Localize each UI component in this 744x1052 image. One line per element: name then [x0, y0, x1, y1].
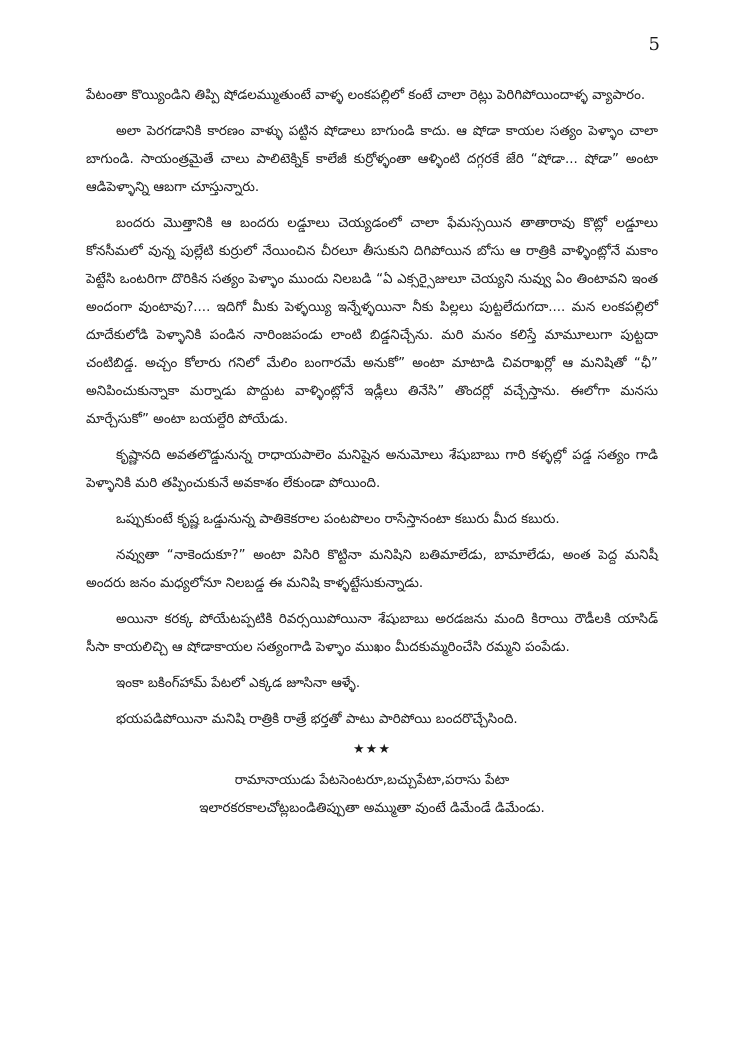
paragraph: అలా పెరగడానికి కారణం వాళ్ళు పట్టిన షోడాలు బాగుండి కాదు. ఆ షోడా కాయల సత్యం పెళ్ళాం చాలా బాగుండి. సాయంత్రమైతే చాలు పాలిటెక్నిక్ కాలేజీ కుర్రోళ్ళంతా ఆళ్ళింటి దగ్గరకే జేరి “షోడా... షోడా” అంటా ఆడిపెళ్ళాన్ని ఆబగా చూస్తున్నారు. — [86, 124, 658, 195]
body-text — [86, 82, 658, 823]
paragraph: ఇంకా బకింగ్‌హామ్ పేటలో ఎక్కడ జూసినా ఆళ్ళే. — [116, 676, 361, 691]
verse-line: ఇలారకరకాలచోట్లబండితిప్పుతా అమ్ముతా వుంటే డిమేండే డిమేండు. — [199, 801, 545, 816]
paragraph: భయపడిపోయినా మనిషి రాత్రికి రాత్రే భర్తతో పాటు పారిపోయి బందరొచ్చేసింది. — [116, 712, 518, 727]
paragraph: పేటంతా కొయ్యిండిని తిప్పి షోడలమ్ముతుంటే వాళ్ళ లంకపల్లిలో కంటే చాలా రెట్లు పెరిగిపోయిందాళ్ళ వ్యాపారం. — [86, 88, 646, 103]
paragraph: బందరు మొత్తానికి ఆ బందరు లడ్డూలు చెయ్యడంలో చాలా ఫేమస్సయిన తాతారావు కొట్లో లడ్డూలు కోనసీమలో వున్న పుల్లేటి కుర్రులో నేయించిన చీరలూ తీసుకుని దిగిపోయిన బోసు ఆ రాత్రికి వాళ్ళింట్లోనే మకాం పెట్టేసి ఒంటరిగా దొరికిన సత్యం పెళ్ళాం ముందు నిలబడి “ఏ ఎక్సర్సైజులూ చెయ్యని నువ్వు ఏం తింటావని ఇంత అందంగా వుంటావు?.... ఇదిగో మీకు పెళ్ళయ్యి ఇన్నేళ్ళయినా నీకు పిల్లలు పుట్టలేదుగదా.... మన లంకపల్లిలో దూదేకులోడి పెళ్ళానికి పండిన నారింజపండు లాంటి బిడ్డనిచ్చేను. మరి మనం కలిస్తే మామూలుగా పుట్టదా చంటిబిడ్డ. అచ్చం కోలారు గనిలో మేలిం బంగారమే అనుకో” అంటా మాటాడి చివరాఖర్లో ఆ మనిషితో “ఛీ” అనిపించుకున్నాకా మర్నాడు పొద్దుట వాళ్ళింట్లోనే ఇడ్లీలు తినేసి” తొందర్లో వచ్చేస్తాను. ఈలోగా మనసు మార్చేసుకో” అంటా బయల్దేరి పోయేడు. — [86, 216, 658, 427]
page-number: 5 — [648, 34, 660, 55]
paragraph: ఒప్పుకుంటే కృష్ణ ఒడ్డునున్న పాతికెకరాల పంటపొలం రాసేస్తానంటా కబురు మీద కబురు. — [116, 512, 560, 527]
paragraph: అయినా కరక్క పోయేటప్పటికి రివర్సయిపోయినా శేషుబాబు అరడజను మంది కిరాయి రౌడీలకి యాసిడ్ సీసా కాయలిచ్చి ఆ షోడాకాయల సత్యంగాడి పెళ్ళాం ముఖం మీదకుమ్మరించేసి రమ్మని పంపేడు. — [86, 612, 658, 655]
verse-line: రామానాయుడు పేటసెంటరూ,బచ్చుపేటా,పరాసు పేటా — [234, 773, 510, 788]
verse-block — [86, 767, 658, 823]
paragraph: నవ్వుతా “నాకెందుకూ?” అంటా విసిరి కొట్టినా మనిషిని బతిమాలేడు, బామాలేడు, అంత పెద్ద మనిషీ అందరు జనం మధ్యలోనూ నిలబడ్డ ఈ మనిషి కాళ్ళట్టేసుకున్నాడు. — [86, 548, 658, 591]
paragraph: కృష్ణానది అవతలొడ్డునున్న రాధాయపాలెం మనిషైన అనుమోలు శేషుబాబు గారి కళ్ళల్లో పడ్డ సత్యం గాడి పెళ్ళానికి మరి తప్పించుకునే అవకాశం లేకుండా పోయింది. — [86, 448, 658, 491]
section-separator: ★★★ — [353, 742, 391, 757]
